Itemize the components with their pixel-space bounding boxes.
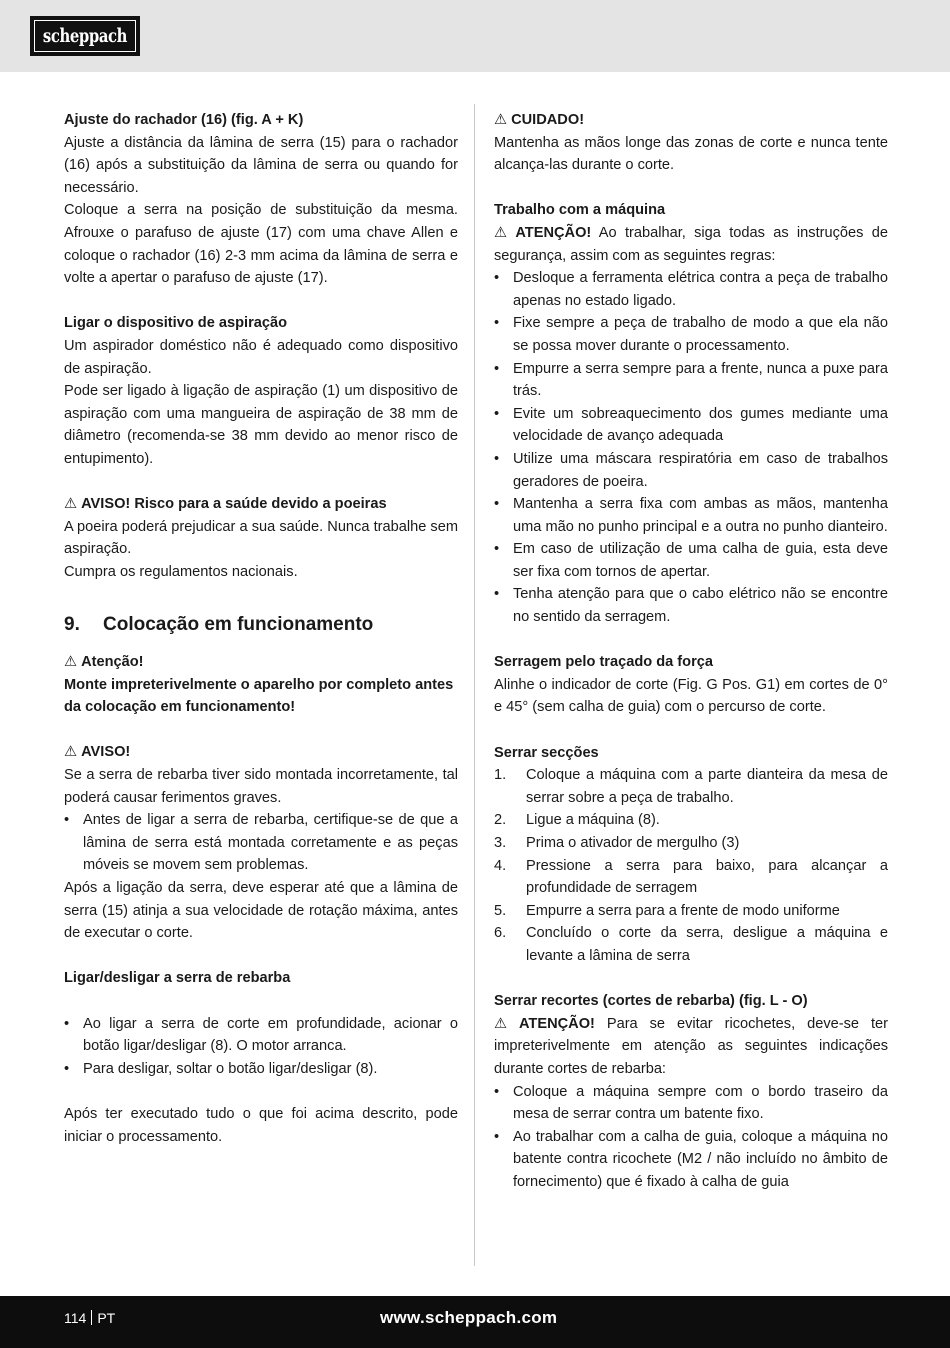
onoff-heading: Ligar/desligar a serra de rebarba <box>64 970 291 987</box>
list-item: • Evite um sobreaquecimento dos gumes mediante uma velocidade de avanço adequada <box>494 405 888 445</box>
warning-triangle-icon: ⚠ <box>64 654 78 671</box>
list-item: 3. Prima o ativador de mergulho (3) <box>494 835 740 851</box>
section-heading <box>64 612 458 638</box>
recortes-heading: Serrar recortes (cortes de rebarba) (fig. L - O) <box>494 993 808 1010</box>
list-item: 1. Coloque a máquina com a parte dianteira da mesa de serrar sobre a peça de trabalho. <box>494 767 888 806</box>
suction-heading: Ligar o dispositivo de aspiração <box>64 315 288 332</box>
recortes-bullet-list <box>494 1081 888 1194</box>
list-item: • Fixe sempre a peça de trabalho de modo a que ela não se possa mover durante o processamento. <box>494 315 888 354</box>
adjust-paragraph-1: Ajuste a distância da lâmina de serra (15) para o rachador (16) após a substituição da lâmina de serra ou quando for necessário. <box>64 134 458 196</box>
website-link[interactable]: www.scheppach.com <box>380 1308 558 1327</box>
suction-paragraph-1: Um aspirador doméstico não é adequado como dispositivo de aspiração. <box>64 337 458 377</box>
adjust-heading: Ajuste do rachador (16) (fig. A + K) <box>64 112 304 128</box>
aviso-paragraph-2: Após a ligação da serra, deve esperar até que a lâmina de serra (15) atinja a sua velocidade de rotação máxima, antes de executar o corte. <box>64 880 458 942</box>
list-item: • Antes de ligar a serra de rebarba, certifique-se de que a lâmina de serra está montada corretamente e as peças móveis se movem sem problemas. <box>64 812 458 874</box>
logo-text: scheppach <box>42 25 128 47</box>
final-paragraph: Após ter executado tudo o que foi acima descrito, pode iniciar o processamento. <box>64 1105 458 1145</box>
list-item: • Empurre a serra sempre para a frente, nunca a puxe para trás. <box>494 360 888 400</box>
dust-warning-paragraph-2: Cumpra os regulamentos nacionais. <box>64 563 298 580</box>
adjust-paragraph-2: Coloque a serra na posição de substituição da mesma. Afrouxe o parafuso de ajuste (17) com uma chave Allen e coloque o rachador (16) 2-3 mm acima da lâmina de serra e volte a apertar o parafuso de ajuste (17). <box>64 202 458 287</box>
page-header <box>0 0 950 72</box>
sections-step-list <box>494 764 888 967</box>
aviso-heading: ⚠ AVISO! <box>64 744 131 761</box>
list-item: • Ao ligar a serra de corte em profundidade, acionar o botão ligar/desligar (8). O motor arranca. <box>64 1015 458 1055</box>
column-divider <box>474 104 475 1266</box>
dust-warning-paragraph-1: A poeira poderá prejudicar a sua saúde. Nunca trabalhe sem aspiração. <box>64 518 458 558</box>
trace-paragraph: Alinhe o indicador de corte (Fig. G Pos. G1) em cortes de 0° e 45° (sem calha de guia) com o percurso de corte. <box>494 676 888 716</box>
list-item: • Ao trabalhar com a calha de guia, coloque a máquina no batente contra ricochete (M2 / não incluído no âmbito de fornecimento) que é fixado à calha de guia <box>494 1128 888 1190</box>
right-column <box>494 109 888 1194</box>
list-item: 4. Pressione a serra para baixo, para alcançar a profundidade de serragem <box>494 857 888 897</box>
page-number: 114 <box>64 1310 87 1326</box>
work-heading: Trabalho com a máquina <box>494 202 666 219</box>
aviso-paragraph-1: Se a serra de rebarba tiver sido montada incorretamente, tal poderá causar ferimentos graves. <box>64 767 458 806</box>
section-title: Colocação em funcionamento <box>103 614 374 636</box>
list-item: • Utilize uma máscara respiratória em caso de trabalhos geradores de poeira. <box>494 450 888 490</box>
warning-triangle-icon: ⚠ <box>64 496 78 513</box>
left-column <box>64 109 458 1148</box>
recortes-intro: ⚠ ATENÇÃO! Para se evitar ricochetes, deve-se ter impreterivelmente em atenção as seguintes indicações durante cortes de rebarba: <box>494 1015 888 1077</box>
onoff-bullet-list <box>64 1013 458 1081</box>
page-footer <box>0 1296 950 1348</box>
warning-triangle-icon: ⚠ <box>494 112 508 128</box>
attention-body: Monte impreterivelmente o aparelho por completo antes da colocação em funcionamento! <box>64 676 454 716</box>
page-number-label <box>64 1310 115 1326</box>
list-item: • Mantenha a serra fixa com ambas as mãos, mantenha uma mão no punho principal e a outra no punho dianteiro. <box>494 496 888 535</box>
scheppach-logo <box>30 16 140 56</box>
dust-warning-heading: ⚠ AVISO! Risco para a saúde devido a poeiras <box>64 496 387 513</box>
list-item: • Tenha atenção para que o cabo elétrico não se encontre no sentido da serragem. <box>494 586 888 626</box>
suction-paragraph-2: Pode ser ligado à ligação de aspiração (1) um dispositivo de aspiração com uma mangueira de aspiração de 38 mm de diâmetro (recomenda-se 38 mm devido ao menor risco de entupimento). <box>64 383 458 467</box>
warning-triangle-icon: ⚠ <box>494 1015 515 1032</box>
warning-triangle-icon: ⚠ <box>494 224 512 241</box>
list-item: 5. Empurre a serra para a frente de modo uniforme <box>494 902 840 919</box>
list-item: • Para desligar, soltar o botão ligar/desligar (8). <box>64 1060 378 1077</box>
list-item: • Coloque a máquina sempre com o bordo traseiro da mesa de serrar contra um batente fixo. <box>494 1083 888 1123</box>
list-item: • Desloque a ferramenta elétrica contra a peça de trabalho apenas no estado ligado. <box>494 270 888 309</box>
list-item: 6. Concluído o corte da serra, desligue a máquina e levante a lâmina de serra <box>494 925 888 964</box>
work-bullet-list <box>494 267 888 629</box>
language-code: PT <box>97 1310 116 1326</box>
list-item: 2. Ligue a máquina (8). <box>494 812 660 829</box>
work-intro: ⚠ ATENÇÃO! Ao trabalhar, siga todas as instruções de segurança, assim com as seguintes regras: <box>494 224 888 264</box>
section-number: 9. <box>64 614 80 636</box>
warning-triangle-icon: ⚠ <box>64 744 78 761</box>
attention-heading: ⚠ Atenção! <box>64 654 144 671</box>
aviso-bullet-list <box>64 809 458 877</box>
caution-paragraph: Mantenha as mãos longe das zonas de corte e nunca tente alcança-las durante o corte. <box>494 134 888 174</box>
trace-heading: Serragem pelo traçado da força <box>494 654 713 671</box>
caution-heading: ⚠ CUIDADO! <box>494 112 585 128</box>
list-item: • Em caso de utilização de uma calha de guia, esta deve ser fixa com tornos de apertar. <box>494 541 888 580</box>
sections-heading: Serrar secções <box>494 744 599 761</box>
